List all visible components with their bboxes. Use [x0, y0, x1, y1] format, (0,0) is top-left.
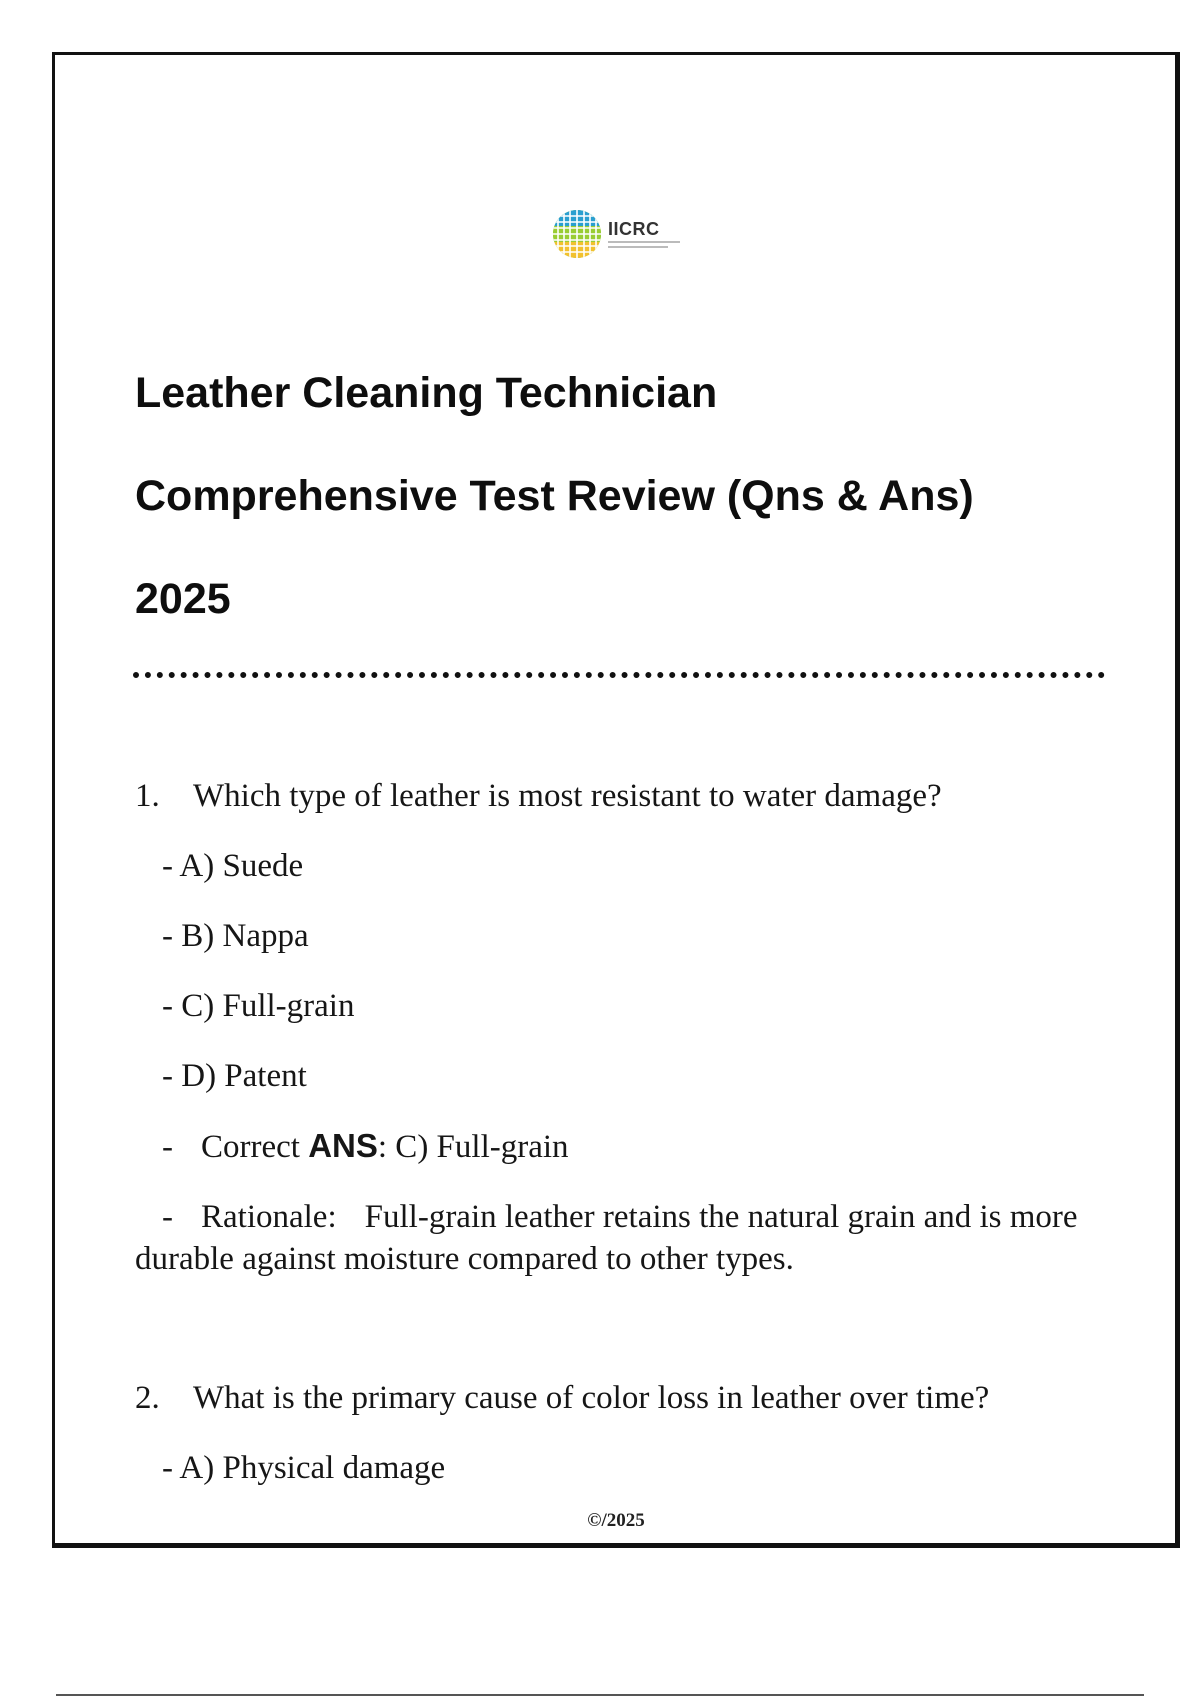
option-b: - B) Nappa — [162, 918, 309, 954]
correct-prefix: - — [162, 1129, 173, 1165]
question-text: What is the primary cause of color loss in leather over time? — [193, 1380, 990, 1416]
doc-title-line1: Leather Cleaning Technician — [135, 369, 718, 417]
dotted-separator — [133, 672, 1105, 678]
option-d: - D) Patent — [162, 1058, 307, 1094]
doc-title-year: 2025 — [135, 575, 231, 623]
correct-label: Correct — [201, 1129, 300, 1165]
question-number: 2. — [135, 1380, 160, 1416]
globe-grid-icon — [552, 209, 602, 259]
correct-answer — [162, 1125, 569, 1168]
question-text: Which type of leather is most resistant to water damage? — [193, 778, 942, 814]
bottom-rule — [56, 1694, 1144, 1696]
logo-tagline-line — [608, 241, 680, 243]
option-a: - A) Physical damage — [162, 1450, 446, 1486]
correct-value: : C) Full-grain — [377, 1129, 569, 1165]
logo-wordmark: IICRC — [608, 219, 660, 239]
rationale — [135, 1196, 1095, 1280]
logo-tagline-line — [608, 246, 668, 248]
option-c: - C) Full-grain — [162, 988, 355, 1024]
doc-title-line2: Comprehensive Test Review (Qns & Ans) — [135, 472, 974, 520]
question-2 — [135, 1378, 989, 1419]
question-1 — [135, 776, 942, 817]
ans-key: ANS — [308, 1127, 378, 1164]
rationale-text: Full-grain leather retains the natural grain and is more durable against moisture compared to other types. — [135, 1199, 1078, 1277]
option-a: - A) Suede — [162, 848, 304, 884]
rationale-prefix: - — [162, 1199, 173, 1235]
copyright-footer: ©/2025 — [587, 1510, 645, 1531]
rationale-label: Rationale: — [201, 1199, 337, 1235]
question-number: 1. — [135, 778, 160, 814]
iicrc-logo — [552, 208, 692, 260]
